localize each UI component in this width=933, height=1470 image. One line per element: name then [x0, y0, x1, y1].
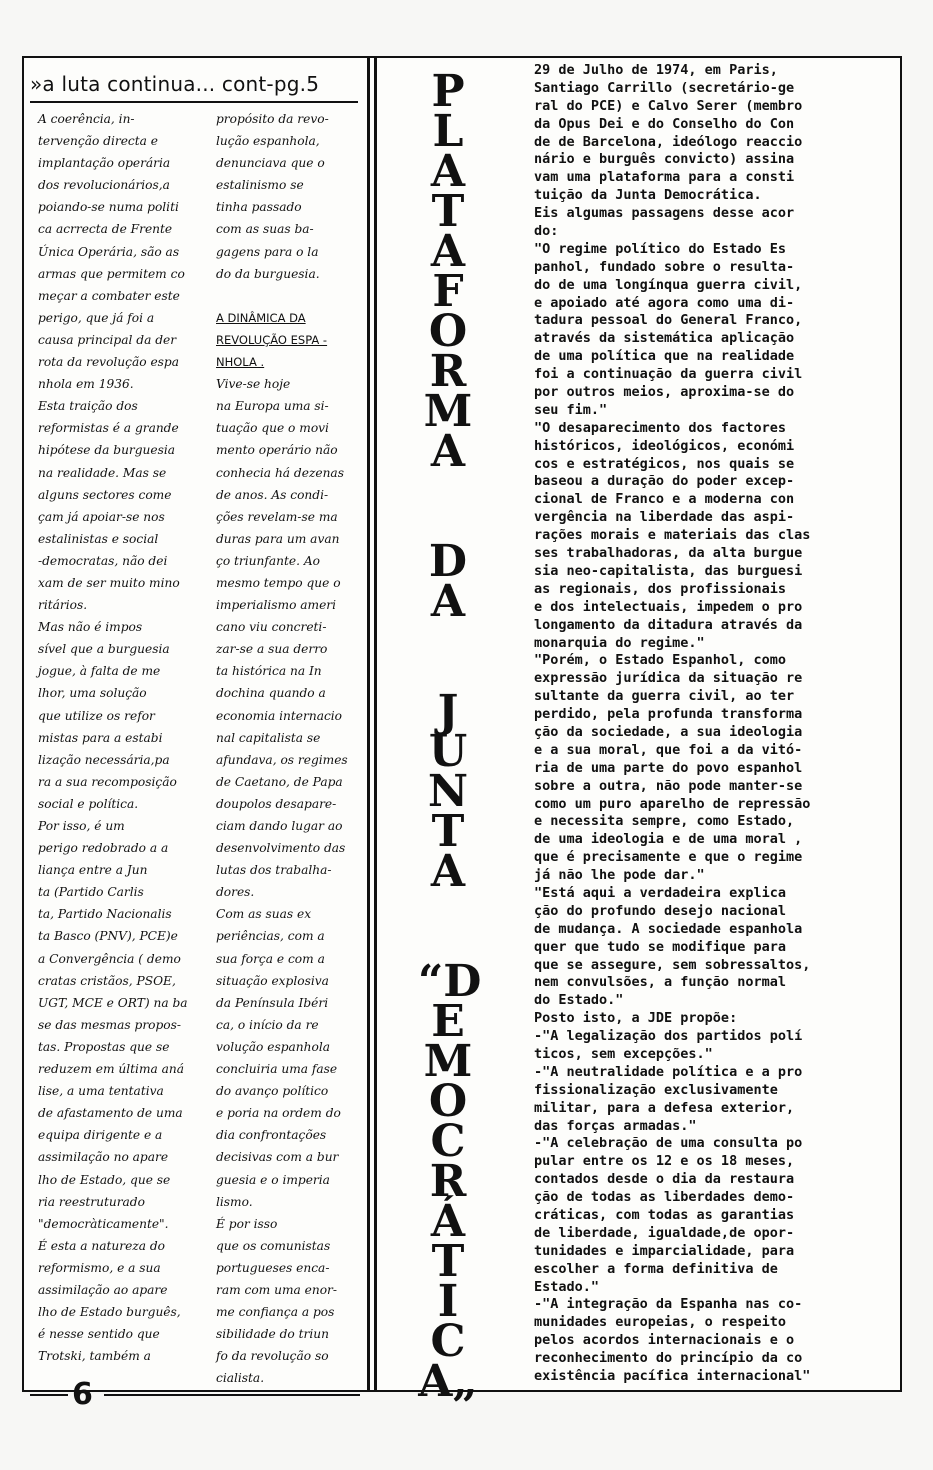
title-letter: F [432, 266, 464, 317]
text-line: mento operário não [216, 443, 338, 458]
text-line: que utilize os refor [38, 708, 155, 723]
title-letter: R [429, 1156, 467, 1207]
text-line: pelos acordos internacionais e o [534, 1332, 795, 1349]
text-line: cialista. [216, 1371, 265, 1386]
text-line: ço triunfante. Ao [216, 553, 320, 568]
text-line: assimilação ao apare [38, 1282, 168, 1297]
text-line: sua força e com a [216, 951, 325, 966]
text-line: mistas para a estabi [38, 730, 163, 745]
text-line: do da burguesia. [216, 266, 320, 281]
text-line: seu fim." [534, 401, 608, 418]
text-line: É por isso [216, 1216, 278, 1231]
text-line: longamento da ditadura através da [534, 616, 803, 633]
text-line: "democràticamente". [38, 1216, 169, 1231]
text-line: de afastamento de uma [38, 1106, 183, 1121]
text-line: do de uma longínqua guerra civil, [534, 276, 803, 293]
title-letter: E [431, 996, 465, 1047]
title-word [418, 66, 478, 477]
text-line: lho de Estado burguês, [38, 1305, 181, 1320]
title-letter: N [427, 766, 469, 817]
text-line: É esta a natureza do [38, 1238, 166, 1253]
text-line: "O regime político do Estado Es [534, 240, 786, 257]
text-line: ções revelam-se ma [216, 509, 338, 524]
title-letter: U [428, 726, 468, 777]
text-line: concluiria uma fase [216, 1062, 338, 1077]
text-line: do Estado." [534, 992, 624, 1009]
title-letter: T [431, 1236, 465, 1287]
title-letter: Á [430, 1196, 466, 1247]
text-line: imperialismo ameri [216, 598, 337, 613]
text-line: guesia e o imperia [216, 1172, 330, 1187]
text-line: ria de uma parte do povo espanhol [534, 759, 803, 776]
text-line: ticos, sem excepções." [534, 1045, 713, 1062]
text-line: de Caetano, de Papa [216, 774, 343, 789]
text-line: do avanço político [216, 1084, 329, 1099]
header-rule [30, 101, 358, 103]
text-line: -"A legalização dos partidos polí [534, 1028, 803, 1045]
text-line: dores. [216, 885, 255, 900]
text-line: fo da revolução so [216, 1349, 329, 1364]
text-line: ca, o início da re [216, 1017, 319, 1032]
text-line: ção da sociedade, a sua ideologia [534, 723, 803, 740]
text-line: históricos, ideológicos, económi [534, 437, 795, 454]
text-line: das forças armadas." [534, 1117, 697, 1134]
text-line: nhola em 1936. [38, 377, 134, 392]
column-divider [367, 58, 377, 1392]
text-line: 29 de Julho de 1974, em Paris, [534, 62, 778, 78]
text-line: existência pacífica internacional" [534, 1368, 811, 1385]
text-line: lismo. [216, 1194, 253, 1209]
text-line: e a sua moral, que foi a da vitó- [534, 741, 803, 758]
text-line: reconhecimento do princípio da co [534, 1350, 803, 1367]
text-line: perigo, que já foi a [38, 310, 155, 325]
text-line: de uma política que na realidade [534, 348, 795, 365]
text-line: fissionalização exclusivamente [534, 1081, 778, 1098]
text-line: tervenção directa e [38, 134, 159, 149]
text-line: "Porém, o Estado Espanhol, como [534, 652, 786, 669]
text-line: ção do profundo desejo nacional [534, 902, 786, 919]
text-line: rações morais e materiais das clas [534, 527, 811, 544]
text-line: dia confrontações [216, 1128, 327, 1143]
text-line: Com as suas ex [216, 907, 312, 922]
text-line: cráticas, com todas as garantias [534, 1207, 795, 1223]
text-line: estalinismo se [216, 178, 304, 193]
text-line: munidades europeias, o respeito [534, 1314, 786, 1331]
text-line: causa principal da der [38, 332, 177, 347]
text-line: -democratas, não dei [38, 553, 168, 568]
text-line: ca acrrecta de Frente [38, 222, 173, 237]
text-line: com as suas ba- [216, 222, 314, 237]
text-line: e dos intelectuais, impedem o pro [534, 598, 803, 615]
text-line: quer que tudo se modifique para [534, 938, 786, 955]
vertical-title [418, 66, 482, 1470]
text-line: -"A neutralidade política e a pro [534, 1063, 803, 1080]
title-letter: C [430, 1116, 466, 1167]
text-line: afundava, os regimes [216, 752, 348, 767]
text-line: ta (Partido Carlis [38, 885, 144, 900]
text-line: NHOLA . [216, 355, 265, 370]
title-letter: I [437, 1276, 459, 1327]
text-line: -"A integração da Espanha nas co- [534, 1296, 803, 1313]
title-letter: A [430, 426, 466, 477]
text-line: tas. Propostas que se [38, 1039, 170, 1054]
text-line: ção de todas as liberdades demo- [534, 1189, 795, 1206]
text-line: Posto isto, a JDE propõe: [534, 1010, 738, 1027]
text-line: alguns sectores come [38, 487, 172, 502]
text-line: Vive-se hoje [216, 377, 291, 392]
text-line: conhecia há dezenas [216, 465, 344, 480]
title-letter: D [428, 536, 468, 587]
text-line: "Está aqui a verdadeira explica [534, 884, 786, 901]
text-line: tuição da Junta Democrática. [534, 187, 762, 204]
text-line: sobre a outra, não pode manter-se [534, 777, 803, 794]
text-line: de uma ideologia e de uma moral , [534, 831, 803, 848]
text-line: A DINÂMICA DA [216, 310, 306, 325]
text-line: lho de Estado, que se [38, 1172, 171, 1187]
text-line: foi a continuação da guerra civil [534, 366, 803, 383]
text-line: assimilação no apare [38, 1150, 169, 1165]
title-letter: T [431, 186, 465, 237]
text-line: dos revolucionários,a [38, 178, 170, 193]
text-line: gagens para o la [216, 244, 319, 259]
text-line: cratas cristãos, PSOE, [38, 973, 176, 988]
text-line: lise, a uma tentativa [38, 1084, 164, 1099]
text-line: as regionais, dos profissionais [534, 580, 786, 597]
title-letter: O [428, 1076, 468, 1127]
text-line: da Opus Dei e do Conselho do Con [534, 115, 795, 132]
title-letter: P [431, 66, 465, 117]
text-line: sia neo-capitalista, das burguesi [534, 562, 803, 579]
text-line: jogue, à falta de me [38, 664, 161, 679]
text-line: reformistas é a grande [38, 421, 179, 436]
text-line: do: [534, 223, 559, 240]
text-line: çam já apoiar-se nos [38, 509, 165, 524]
text-line: nem convulsões, a função normal [534, 974, 786, 991]
text-line: armas que permitem co [38, 266, 185, 281]
text-line: Eis algumas passagens desse acor [534, 205, 795, 222]
title-letter: A [430, 146, 466, 197]
title-letter: R [429, 346, 467, 397]
text-line: duras para um avan [216, 531, 340, 546]
text-line: cano viu concreti- [216, 620, 327, 635]
title-letter: A [430, 846, 466, 897]
text-line: poiando-se numa politi [38, 200, 179, 215]
text-line: de mudança. A sociedade espanhola [534, 920, 803, 937]
footer-rule [104, 1394, 360, 1396]
text-line: ra a sua recomposição [38, 774, 177, 789]
text-line: baseou a duração do poder excep- [534, 473, 795, 490]
footer-rule [30, 1394, 68, 1396]
text-line: liança entre a Jun [38, 863, 148, 878]
text-line: A coerência, in- [38, 112, 135, 126]
title-letter: O [428, 306, 468, 357]
text-line: já não lhe pode dar." [534, 867, 705, 884]
text-line: por outros meios, aproxima-se do [534, 384, 795, 401]
text-line: sível que a burguesia [38, 642, 170, 657]
text-line: perigo redobrado a a [38, 841, 169, 856]
text-line: periências, com a [216, 929, 325, 944]
text-line: me confiança a pos [216, 1305, 335, 1320]
text-line: mesmo tempo que o [216, 575, 341, 590]
text-line: que os comunistas [216, 1238, 331, 1253]
text-line: ram com uma enor- [216, 1282, 338, 1297]
text-line: tinha passado [216, 200, 302, 215]
title-word [418, 686, 478, 897]
text-line: vergência na liberdade das aspi- [534, 509, 795, 526]
title-letter: L [432, 106, 464, 157]
text-line: decisivas com a bur [216, 1150, 339, 1165]
text-line: portugueses enca- [216, 1260, 330, 1275]
text-line: zar-se a sua derro [216, 642, 328, 657]
text-line: vam uma plataforma para a consti [534, 169, 795, 186]
text-line: é nesse sentido que [38, 1327, 160, 1342]
title-word [418, 536, 478, 627]
title-letter: J [437, 686, 459, 737]
text-line: tunidades e imparcialidade, para [534, 1242, 795, 1259]
text-line: como um puro aparelho de repressão [534, 795, 811, 812]
text-line: sibilidade do triun [216, 1327, 329, 1342]
text-line: e necessita sempre, como Estado, [534, 813, 795, 830]
text-line: dochina quando a [216, 686, 326, 701]
text-line: situação explosiva [216, 973, 329, 988]
title-letter: “D [418, 956, 482, 1007]
title-letter: T [431, 806, 465, 857]
text-line: tuação que o movi [216, 421, 329, 436]
text-line: a Convergência ( demo [38, 951, 181, 966]
text-line: cional de Franco e a moderna con [534, 491, 795, 508]
text-line: contados desde o dia da restaura [534, 1171, 795, 1188]
title-letter: A [430, 226, 466, 277]
title-letter: C [430, 1316, 466, 1367]
text-line: tadura pessoal do General Franco, [534, 312, 803, 329]
text-line: se das mesmas propos- [38, 1017, 181, 1032]
text-line: estalinistas e social [38, 531, 159, 546]
title-word [418, 956, 482, 1407]
text-line: reduzem em última aná [38, 1062, 185, 1077]
text-line: nário e burguês convicto) assina [534, 151, 795, 168]
text-line: que é precisamente e que o regime [534, 849, 803, 866]
text-line: Única Operária, são as [38, 244, 180, 259]
text-line: REVOLUÇÃO ESPA - [216, 332, 328, 347]
text-line: lhor, uma solução [38, 686, 147, 701]
text-line: desenvolvimento das [216, 841, 346, 856]
text-line: hipótese da burguesia [38, 443, 176, 458]
continuation-header: »a luta continua... cont-pg.5 [30, 72, 320, 96]
text-line: militar, para a defesa exterior, [534, 1099, 795, 1116]
left-column-text [38, 108, 208, 1378]
title-letter: M [423, 1036, 473, 1087]
right-column-text [534, 62, 894, 1392]
text-line: Trotski, também a [38, 1349, 151, 1364]
text-line: reformismo, e a sua [38, 1260, 161, 1275]
text-line: lização necessária,pa [38, 752, 170, 767]
title-letter: A [430, 576, 466, 627]
text-line: ritários. [38, 598, 88, 613]
text-line: panhol, fundado sobre o resulta- [534, 258, 795, 275]
text-line: e apoiado até agora como uma di- [534, 294, 795, 311]
text-line: denunciava que o [216, 156, 325, 171]
text-line: UGT, MCE e ORT) na ba [38, 995, 188, 1010]
text-line: da Península Ibéri [216, 995, 329, 1010]
text-line: de anos. As condi- [216, 487, 329, 502]
text-line: ses trabalhadoras, da alta burgue [534, 545, 803, 562]
text-line: pular entre os 12 e os 18 meses, [534, 1153, 795, 1170]
text-line: Estado." [534, 1278, 600, 1295]
text-line: e poria na ordem do [216, 1106, 341, 1121]
text-line: Mas não é impos [38, 620, 143, 635]
text-line: lução espanhola, [216, 134, 320, 149]
text-line: na realidade. Mas se [38, 465, 167, 480]
text-line: de liberdade, igualdade,de opor- [534, 1224, 795, 1241]
text-line: na Europa uma si- [216, 399, 329, 414]
text-line: de de Barcelona, ideólogo reaccio [534, 133, 803, 150]
text-line: economia internacio [216, 708, 343, 723]
text-line: ta, Partido Nacionalis [38, 907, 172, 922]
text-line: monarquia do regime." [534, 634, 705, 651]
title-letter: M [423, 386, 473, 437]
text-line: que se assegure, sem sobressaltos, [534, 956, 811, 973]
text-line: equipa dirigente e a [38, 1128, 163, 1143]
title-letter: A„ [418, 1356, 478, 1407]
text-line: Esta traição dos [38, 399, 138, 414]
text-line: social e política. [38, 796, 139, 811]
text-line: Por isso, é um [38, 819, 125, 833]
text-line: expressão jurídica da situação re [534, 670, 803, 687]
text-line: escolher a forma definitiva de [534, 1260, 778, 1277]
text-line: "O desaparecimento dos factores [534, 419, 786, 436]
text-line: propósito da revo- [216, 112, 329, 126]
text-line: ta histórica na In [216, 664, 322, 679]
text-line: -"A celebração de uma consulta po [534, 1135, 803, 1152]
page-number: 6 [72, 1377, 93, 1412]
text-line: através da sistemática aplicação [534, 330, 795, 347]
middle-column-text [216, 108, 366, 1386]
text-line: doupolos desapare- [216, 796, 337, 811]
text-line: meçar a combater este [38, 288, 180, 303]
text-line: cos e estratégicos, nos quais se [534, 455, 795, 472]
text-line: perdido, pela profunda transforma [534, 706, 803, 723]
text-line: nal capitalista se [216, 730, 321, 745]
text-line: lutas dos trabalha- [216, 863, 332, 878]
text-line: rota da revolução espa [38, 355, 179, 370]
text-line: volução espanhola [216, 1039, 331, 1054]
text-line [216, 285, 366, 307]
text-line: ta Basco (PNV), PCE)e [38, 929, 178, 944]
text-line: ria reestruturado [38, 1194, 145, 1209]
text-line: sultante da guerra civil, ao ter [534, 688, 795, 705]
text-line: xam de ser muito mino [38, 575, 180, 590]
text-line: ral do PCE) e Calvo Serer (membro [534, 97, 803, 114]
text-line: ciam dando lugar ao [216, 819, 343, 833]
text-line: implantação operária [38, 156, 171, 171]
text-line: Santiago Carrillo (secretário-ge [534, 79, 795, 96]
